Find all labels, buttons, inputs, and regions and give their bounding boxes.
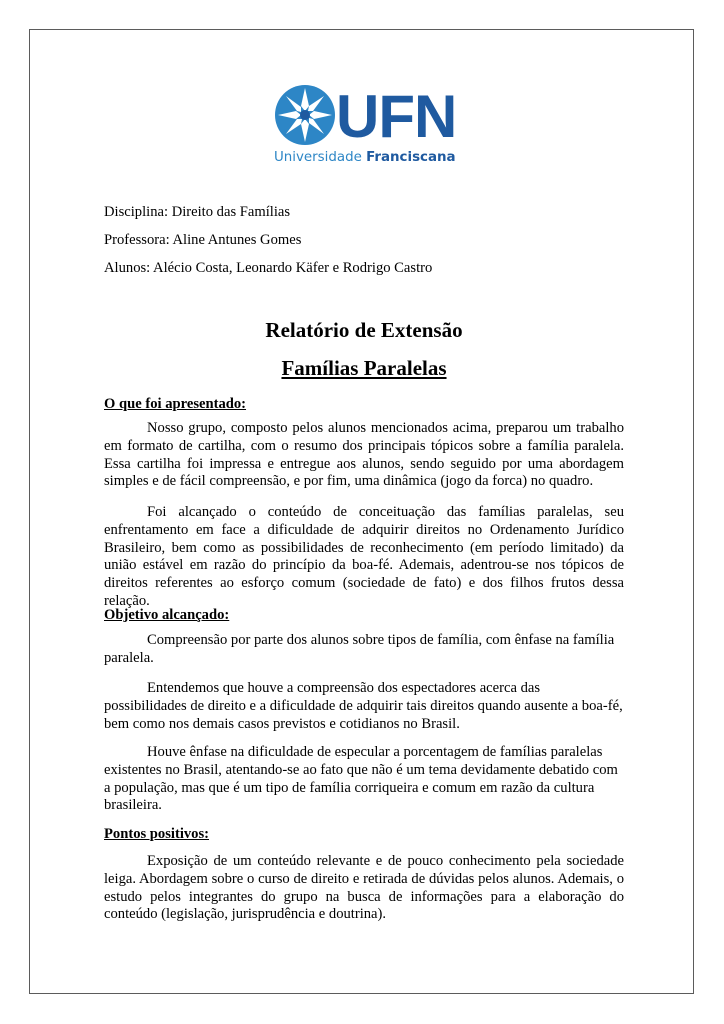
paragraph-presented-2: Foi alcançado o conteúdo de conceituação das famílias paralelas, seu enfrentamento em face a dificuldade de adquirir direitos no Ordenamento Jurídico Brasileiro, bem como as possibilidades de reconhecimento (em período limitado) da união estável em razão do princípio da boa-fé. Ademais, adentrou-se nos tópicos de direitos referentes ao esforço comum (sociedade de fato) e dos filhos frutos dessa relação.	[104, 504, 624, 609]
paragraph-objective-3: Houve ênfase na dificuldade de especular a porcentagem de famílias paralelas existentes no Brasil, atentando-se ao fato que não é um tema devidamente debatido com a população, mas que é um tipo de família corriqueira e comum em razão da cultura brasileira.	[104, 744, 618, 814]
ufn-logo	[274, 83, 457, 168]
ufn-emblem-icon	[274, 84, 336, 146]
section-heading-objective: Objetivo alcançado:	[104, 607, 230, 623]
document-page	[29, 29, 694, 994]
paragraph-positives-1: Exposição de um conteúdo relevante e de pouco conhecimento pela sociedade leiga. Abordagem sobre o curso de direito e retirada de dúvidas pelos alunos. Ademais, o estudo pelos integrantes do grupo na busca de informações para a elaboração do conteúdo (legislação, jurisprudência e doutrina).	[104, 853, 624, 923]
document-title: Relatório de Extensão	[265, 318, 463, 342]
students-line: Alunos: Alécio Costa, Leonardo Käfer e Rodrigo Castro	[104, 260, 433, 276]
paragraph-presented-1: Nosso grupo, composto pelos alunos mencionados acima, preparou um trabalho em formato de cartilha, com o resumo dos principais tópicos sobre a família paralela. Essa cartilha foi impressa e entregue aos alunos, sendo seguido por uma abordagem simples e de fácil compreensão, e por fim, uma dinâmica (jogo da forca) no quadro.	[104, 420, 624, 490]
professor-line: Professora: Aline Antunes Gomes	[104, 232, 302, 248]
ufn-logo-subtitle	[274, 150, 456, 166]
discipline-line: Disciplina: Direito das Famílias	[104, 204, 291, 220]
section-heading-presented: O que foi apresentado:	[104, 396, 247, 412]
paragraph-objective-1: Compreensão por parte dos alunos sobre tipos de família, com ênfase na família paralela.	[104, 632, 615, 666]
document-subtitle: Famílias Paralelas	[281, 356, 447, 380]
logo-subtitle-light: Universidade	[274, 150, 362, 165]
paragraph-objective-2: Entendemos que houve a compreensão dos espectadores acerca das possibilidades de direito e a dificuldade de adquirir tais direitos quando ausente a boa-fé, bem como nos demais casos previstos e cotidianos no Brasil.	[104, 680, 623, 732]
section-heading-positives: Pontos positivos:	[104, 826, 210, 842]
logo-subtitle-bold: Franciscana	[366, 150, 456, 165]
document-subtitle-wrap	[104, 355, 624, 381]
ufn-logo-wordmark: UFN	[336, 83, 457, 150]
